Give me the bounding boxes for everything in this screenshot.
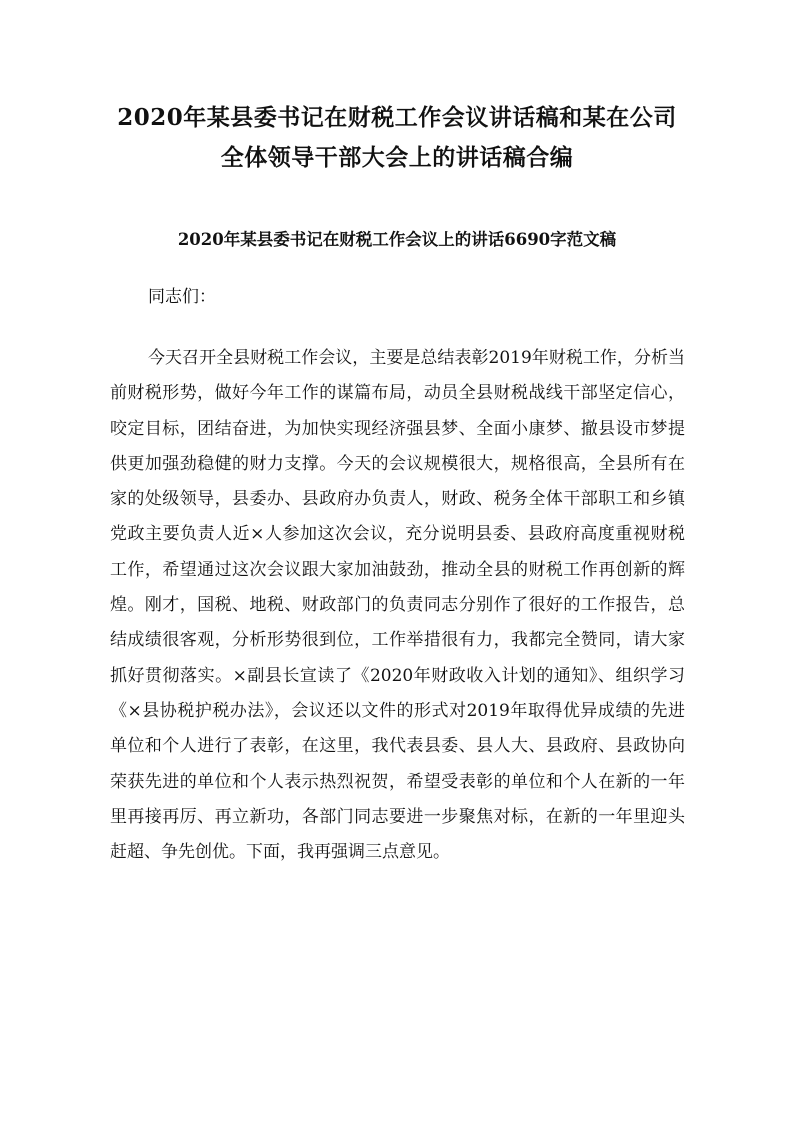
salutation: 同志们： [148,287,216,307]
body-paragraph: 今天召开全县财税工作会议，主要是总结表彰2019年财税工作，分析当前财税形势，做好今年工作的谋篇布局，动员全县财税战线干部坚定信心，咬定目标，团结奋进，为加快实现经济强县梦、全面小康梦、撤县设市梦提供更加强劲稳健的财力支撑。今天的会议规模很大，规格很高，全县所有在家的处级领导，县委办、县政府办负责人，财政、税务全体干部职工和乡镇党政主要负责人近×人参加这次会议，充分说明县委、县政府高度重视财税工作，希望通过这次会议跟大家加油鼓劲，推动全县的财税工作再创新的辉煌。刚才，国税、地税、财政部门的负责同志分别作了很好的工作报告，总结成绩很客观，分析形势很到位，工作举措很有力，我都完全赞同，请大家抓好贯彻落实。×副县长宣读了《2020年财政收入计划的通知》、组织学习《×县协税护税办法》，会议还以文件的形式对2019年取得优异成绩的先进单位和个人进行了表彰，在这里，我代表县委、县人大、县政府、县政协向荣获先进的单位和个人表示热烈祝贺，希望受表彰的单位和个人在新的一年里再接再厉、再立新功，各部门同志要进一步聚焦对标，在新的一年里迎头赶超、争先创优。下面，我再强调三点意见。 [110,348,685,863]
section-title: 2020年某县委书记在财税工作会议上的讲话6690字范文稿 [177,230,617,249]
document-title: 2020年某县委书记在财税工作会议讲话稿和某在公司全体领导干部大会上的讲话稿合编 [117,104,677,171]
